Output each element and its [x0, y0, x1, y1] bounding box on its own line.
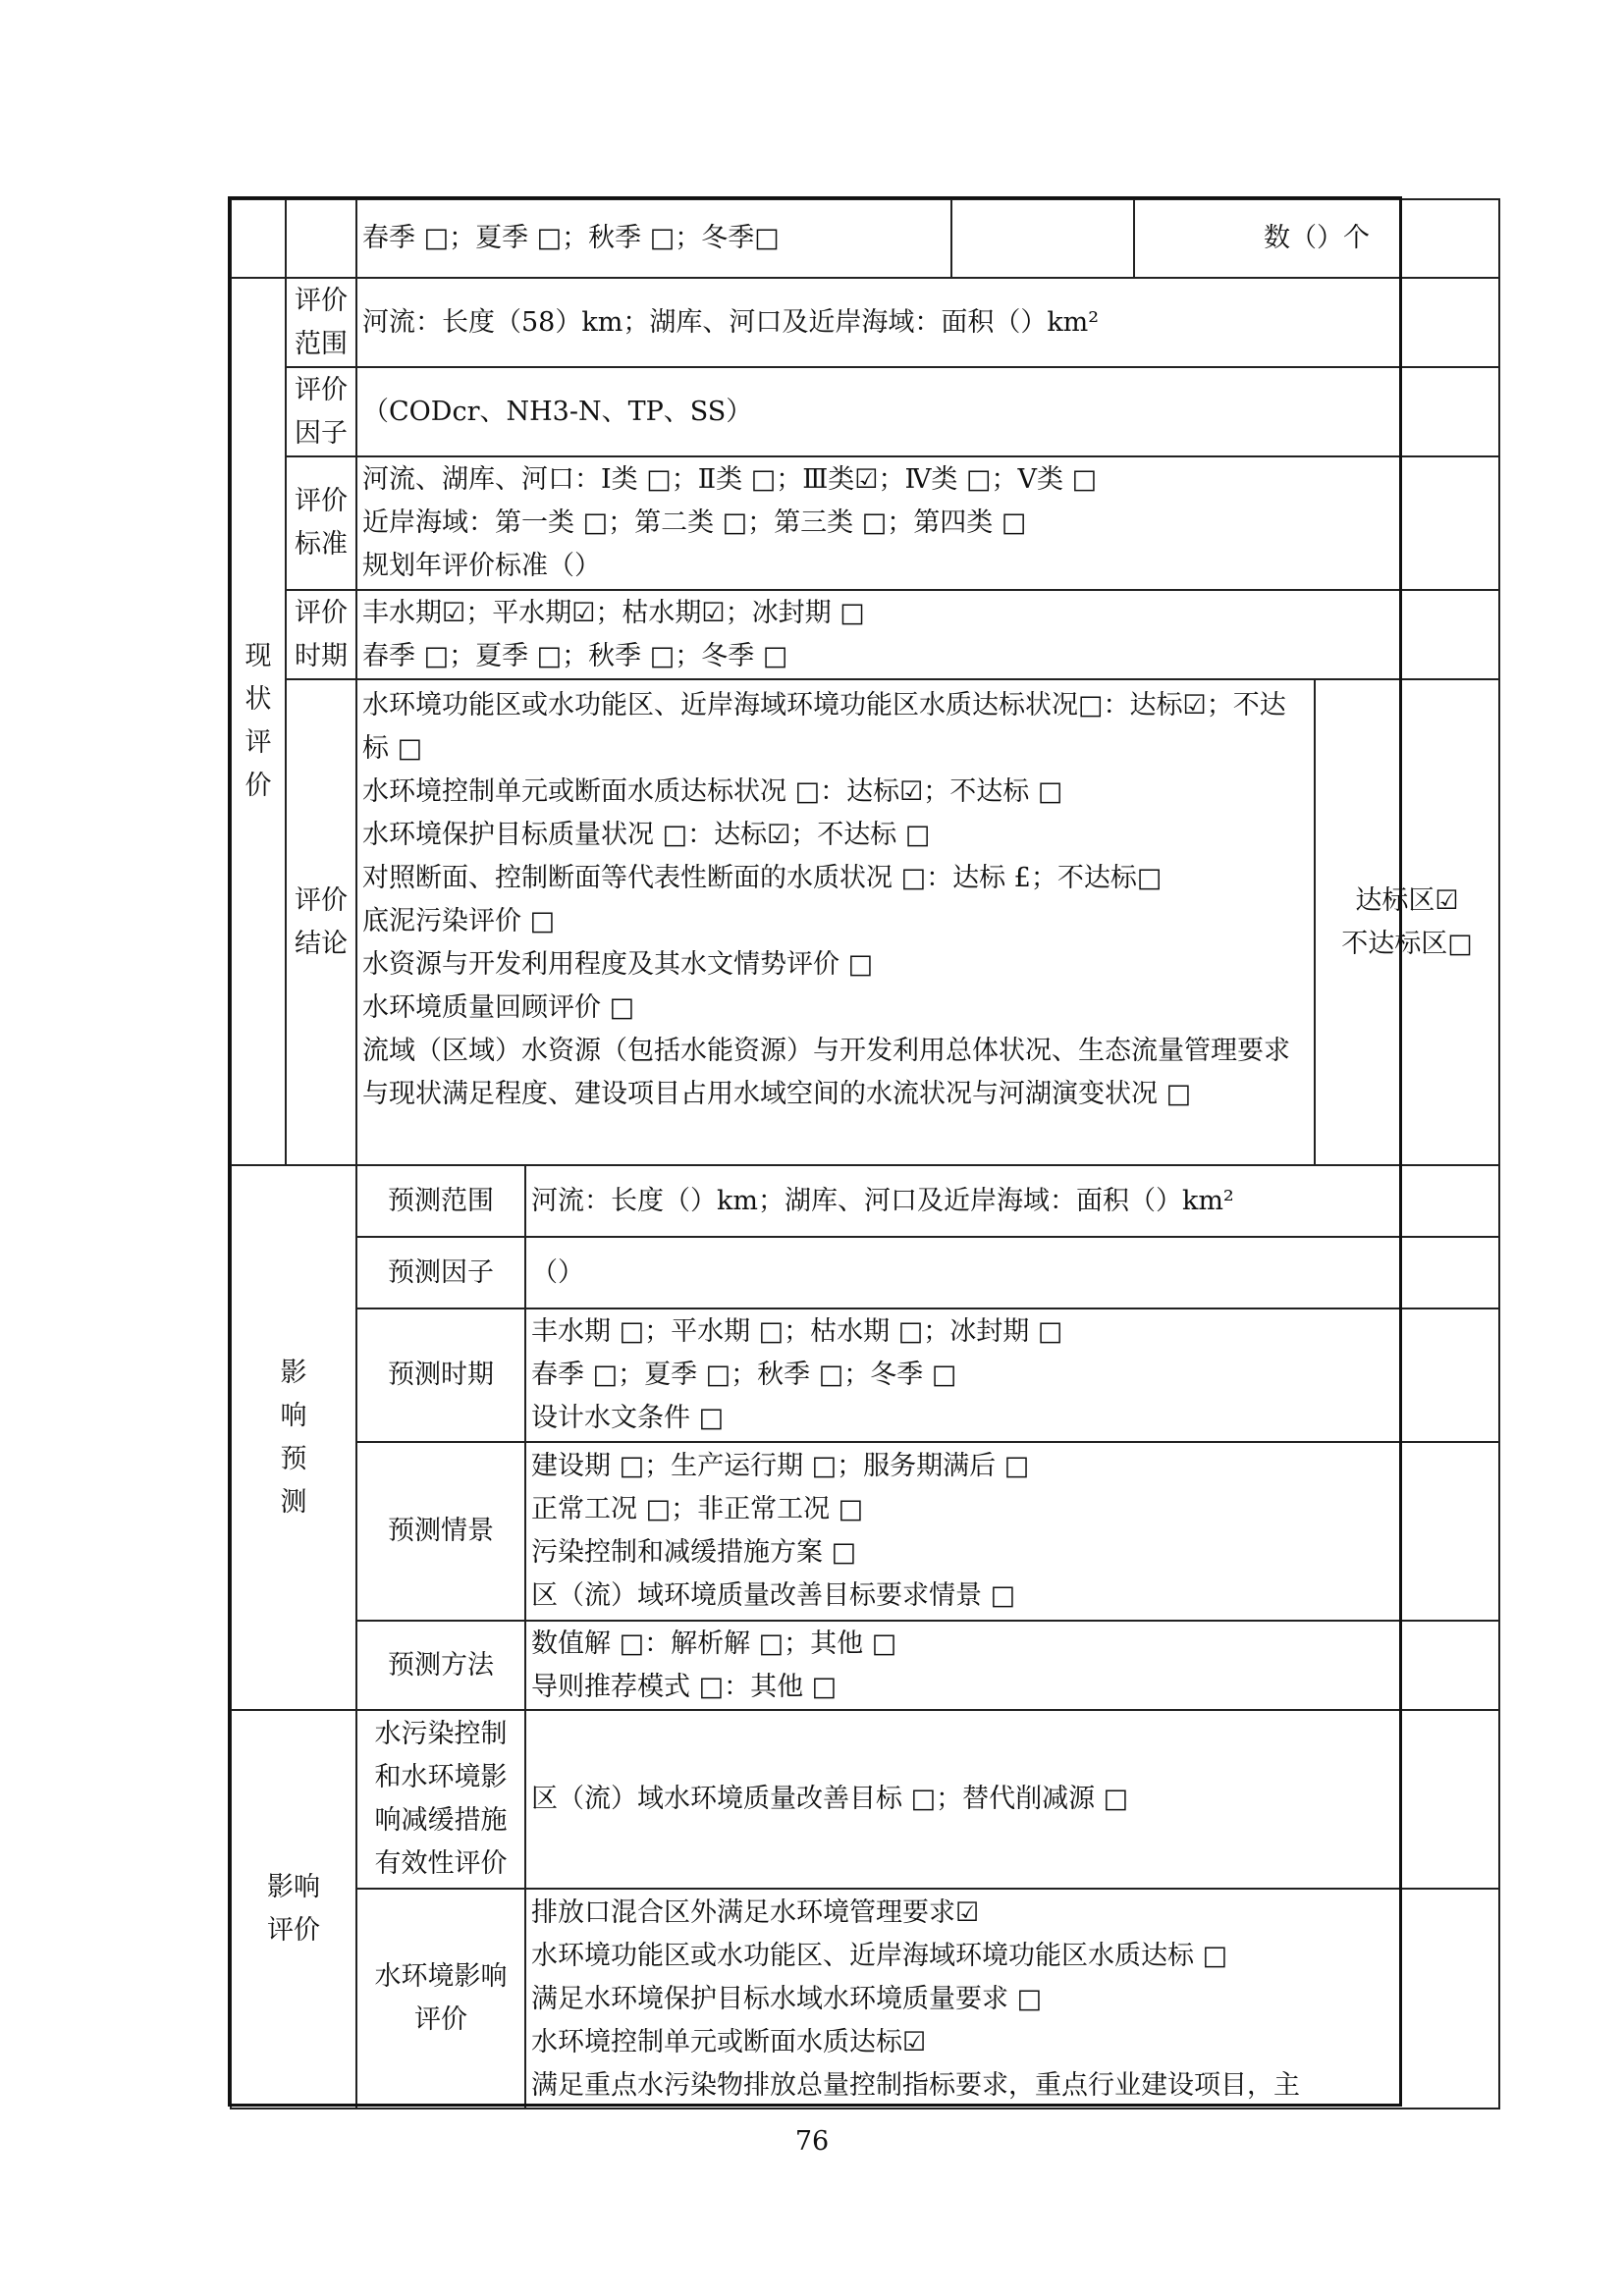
standard-line-planning: 规划年评价标准（）: [362, 551, 601, 581]
impact-eval-section-label: 影响 评价: [231, 1710, 356, 2109]
eval-standard-label: 评价 标准: [286, 456, 356, 590]
eval-standard-row: [231, 456, 1499, 590]
predict-factor-label: 预测因子: [356, 1237, 525, 1308]
eval-factor-row: [231, 367, 1499, 456]
count-cell: 数（）个: [1134, 199, 1499, 278]
predict-scenario-line: 污染控制和减缓措施方案 □: [531, 1537, 857, 1568]
predict-scenario-line: 区（流）域环境质量改善目标要求情景 □: [531, 1580, 1016, 1611]
predict-period-line: 设计水文条件 □: [531, 1403, 725, 1433]
blank-cell: [231, 199, 286, 278]
water-impact-value: [525, 1889, 1499, 2109]
period-line-season: 春季 □；夏季 □；秋季 □；冬季 □: [362, 640, 788, 671]
eval-standard-value: [356, 456, 1499, 590]
predict-range-value: 河流：长度（）km；湖库、河口及近岸海域：面积（）km²: [525, 1165, 1499, 1237]
predict-period-label: 预测时期: [356, 1308, 525, 1442]
conclusion-item: 底泥污染评价 □: [362, 906, 556, 936]
predict-period-line: 春季 □；夏季 □；秋季 □；冬季 □: [531, 1360, 957, 1390]
eval-conclusion-value: [356, 679, 1315, 1165]
water-impact-label: 水环境影响 评价: [356, 1889, 525, 2109]
predict-factor-value: （）: [525, 1237, 1499, 1308]
eval-period-row: [231, 590, 1499, 679]
standard-line-coastal: 近岸海域：第一类 □；第二类 □；第三类 □；第四类 □: [362, 507, 1027, 538]
predict-method-label: 预测方法: [356, 1621, 525, 1710]
zone-noncompliant: 不达标区□: [1341, 928, 1473, 959]
eval-factor-value: （CODcr、NH3-N、TP、SS）: [356, 367, 1499, 456]
water-impact-line: 满足重点水污染物排放总量控制指标要求，重点行业建设项目，主: [531, 2070, 1300, 2101]
zone-compliant: 达标区☑: [1355, 884, 1459, 916]
mitigation-value: 区（流）域水环境质量改善目标 □；替代削减源 □: [525, 1710, 1499, 1889]
predict-period-line: 丰水期 □；平水期 □；枯水期 □；冰封期 □: [531, 1316, 1063, 1347]
conclusion-item: 水环境质量回顾评价 □: [362, 992, 635, 1023]
predict-method-row: [231, 1621, 1499, 1710]
predict-method-line: 导则推荐模式 □：其他 □: [531, 1671, 838, 1702]
impact-prediction-section-label: 影 响 预 测: [231, 1165, 356, 1710]
blank-cell: [286, 199, 356, 278]
status-eval-section-label: 现 状 评 价: [231, 278, 286, 1165]
top-season-row: [231, 199, 1499, 278]
eval-period-value: [356, 590, 1499, 679]
eval-range-label: 评价 范围: [286, 278, 356, 367]
conclusion-item: 水环境控制单元或断面水质达标状况 □：达标☑；不达标 □: [362, 776, 1063, 807]
conclusion-item: 对照断面、控制断面等代表性断面的水质状况 □：达标 £；不达标□: [362, 863, 1163, 893]
predict-scenario-line: 正常工况 □；非正常工况 □: [531, 1494, 864, 1524]
predict-factor-row: [231, 1237, 1499, 1308]
zone-compliance-cell: [1315, 679, 1499, 1165]
predict-range-label: 预测范围: [356, 1165, 525, 1237]
page-number: 76: [794, 2126, 830, 2157]
blank-cell: [951, 199, 1134, 278]
season-options: 春季 □；夏季 □；秋季 □；冬季□: [356, 199, 951, 278]
eval-period-label: 评价 时期: [286, 590, 356, 679]
conclusion-item: 水环境功能区或水功能区、近岸海域环境功能区水质达标状况□：达标☑；不达标 □: [362, 690, 1286, 764]
water-impact-eval-row: [231, 1889, 1499, 2109]
eval-factor-label: 评价 因子: [286, 367, 356, 456]
predict-range-row: [231, 1165, 1499, 1237]
predict-period-value: [525, 1308, 1499, 1442]
predict-method-line: 数值解 □：解析解 □；其他 □: [531, 1628, 897, 1659]
predict-scenario-value: [525, 1442, 1499, 1621]
eval-conclusion-label: 评价 结论: [286, 679, 356, 1165]
water-impact-line: 满足水环境保护目标水域水环境质量要求 □: [531, 1984, 1043, 2014]
predict-scenario-line: 建设期 □；生产运行期 □；服务期满后 □: [531, 1451, 1030, 1481]
standard-line-river: 河流、湖库、河口：Ⅰ类 □；Ⅱ类 □；Ⅲ类☑；Ⅳ类 □；Ⅴ类 □: [362, 464, 1098, 495]
predict-method-value: [525, 1621, 1499, 1710]
conclusion-item: 流域（区域）水资源（包括水能资源）与开发利用总体状况、生态流量管理要求与现状满足程度、建设项目占用水域空间的水流状况与河湖演变状况 □: [362, 1036, 1290, 1109]
mitigation-eval-row: [231, 1710, 1499, 1889]
water-impact-line: 排放口混合区外满足水环境管理要求☑: [531, 1897, 980, 1928]
predict-scenario-label: 预测情景: [356, 1442, 525, 1621]
conclusion-item: 水资源与开发利用程度及其水文情势评价 □: [362, 949, 874, 980]
assessment-form-table: [230, 198, 1500, 2109]
predict-scenario-row: [231, 1442, 1499, 1621]
water-impact-line: 水环境控制单元或断面水质达标☑: [531, 2027, 927, 2057]
mitigation-label: 水污染控制 和水环境影 响减缓措施 有效性评价: [356, 1710, 525, 1889]
eval-range-value: 河流：长度（58）km；湖库、河口及近岸海域：面积（）km²: [356, 278, 1499, 367]
conclusion-item: 水环境保护目标质量状况 □：达标☑；不达标 □: [362, 820, 931, 850]
period-line-hydro: 丰水期☑；平水期☑；枯水期☑；冰封期 □: [362, 597, 865, 628]
predict-period-row: [231, 1308, 1499, 1442]
eval-range-row: [231, 278, 1499, 367]
water-impact-line: 水环境功能区或水功能区、近岸海域环境功能区水质达标 □: [531, 1941, 1228, 1971]
eval-conclusion-row: [231, 679, 1499, 1165]
